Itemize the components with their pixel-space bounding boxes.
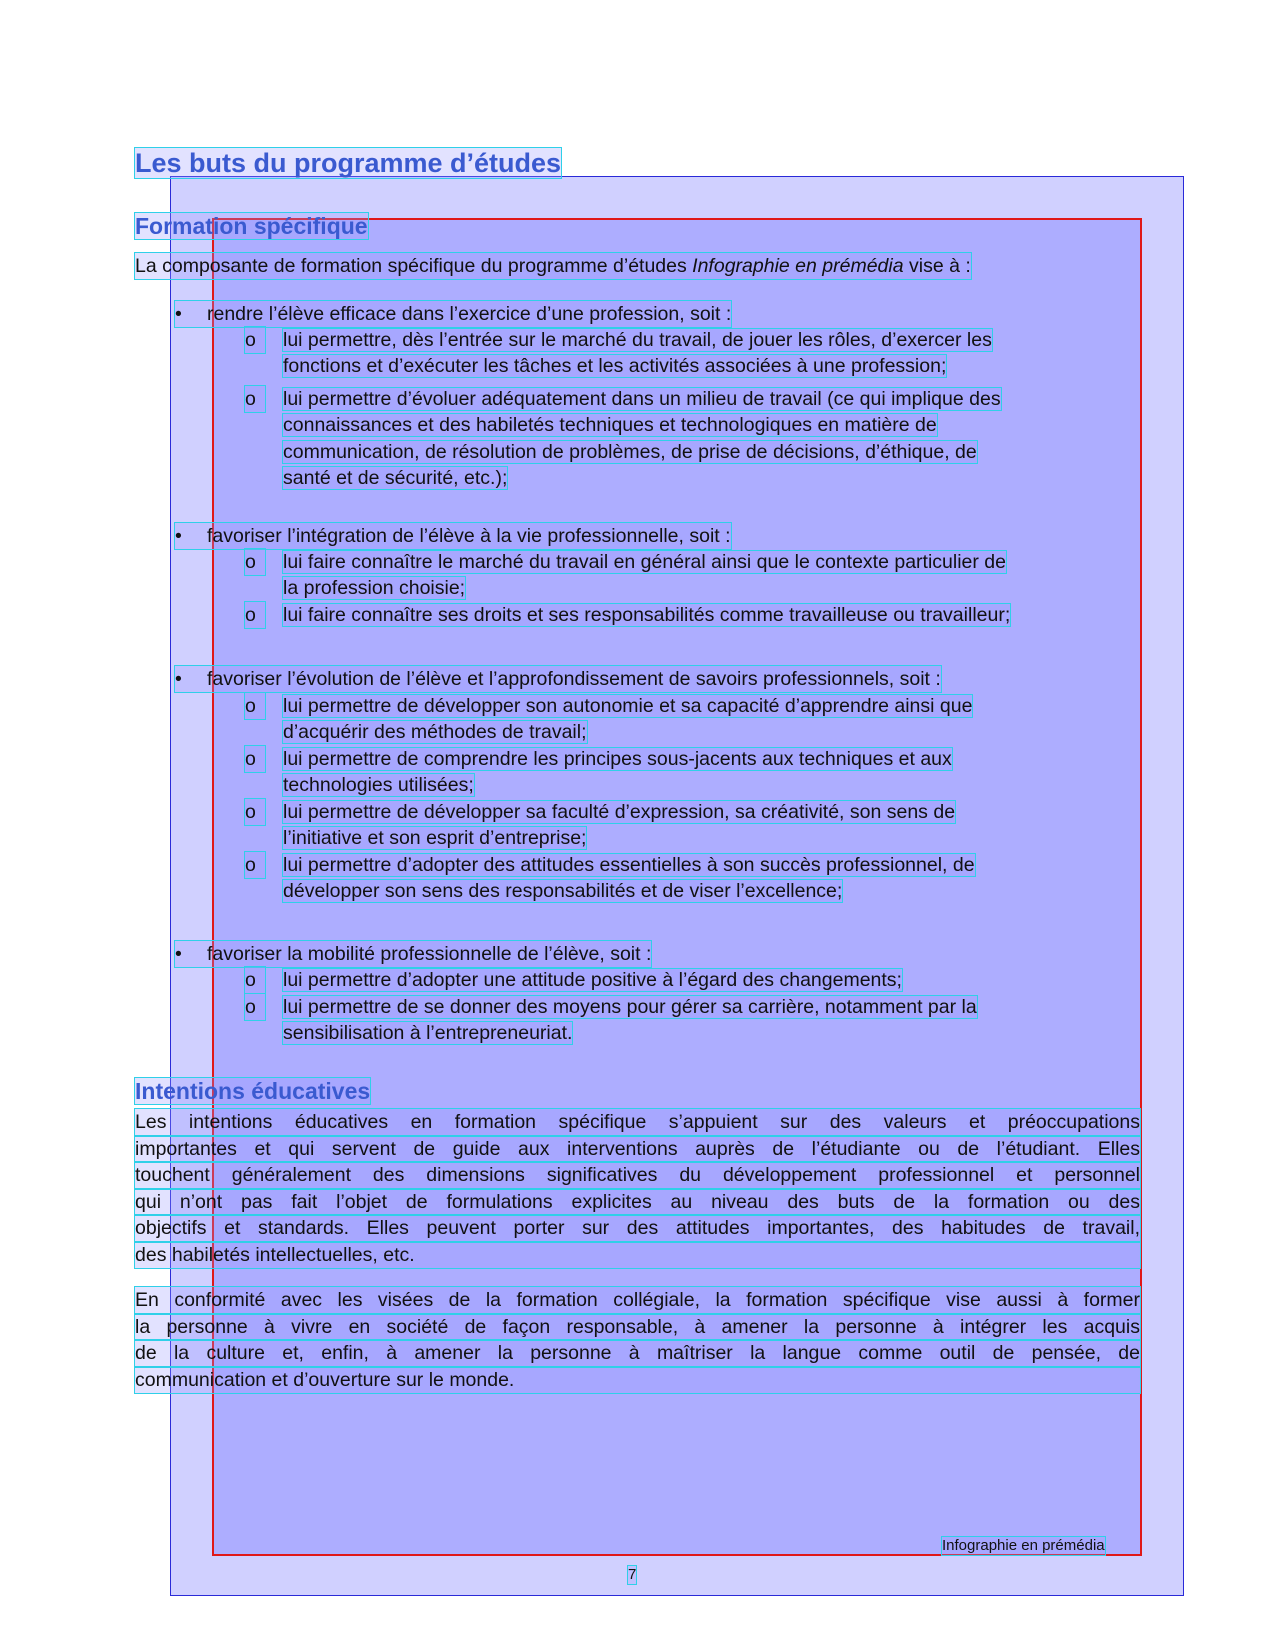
goal-sub-text: [283, 746, 1135, 799]
goal-bullet-label: favoriser l’intégration de l’élève à la vie professionnelle, soit :: [207, 525, 731, 547]
goal-sub-line: lui permettre, dès l’entrée sur le marché du travail, de jouer les rôles, d’exercer les: [283, 329, 992, 351]
paragraph-line: communication et d’ouverture sur le monde.: [135, 1367, 1140, 1394]
goal-sub-item: [245, 799, 1135, 852]
intro-text-after: vise à :: [903, 255, 971, 277]
goal-sub-text: [283, 994, 1135, 1047]
paragraph-line: Les intentions éducatives en formation spécifique s’appuient sur des valeurs et préoccupations: [135, 1109, 1140, 1136]
intro-text-before: La composante de formation spécifique du programme d’études: [135, 255, 693, 277]
paragraph-line: En conformité avec les visées de la formation collégiale, la formation spécifique vise aussi à former: [135, 1287, 1140, 1314]
goal-sub-line: lui faire connaître le marché du travail en général ainsi que le contexte particulier de: [283, 551, 1006, 573]
intentions-paragraph-1: [135, 1109, 1140, 1268]
goal-sub-line: d’acquérir des méthodes de travail;: [283, 721, 587, 744]
footer-program-label: Infographie en prémédia: [942, 1537, 1105, 1554]
goal-sub-item: [245, 967, 1135, 993]
goal-bullet-label: favoriser la mobilité professionnelle de l’élève, soit :: [207, 943, 652, 965]
sub-bullet-marker: o: [245, 327, 265, 353]
goal-sub-line: fonctions et d’exécuter les tâches et les activités associées à une profession;: [283, 355, 947, 378]
goal-sub-line: lui permettre de développer sa faculté d’expression, sa créativité, son sens de: [283, 801, 956, 823]
bullet-marker: •: [175, 943, 182, 965]
sub-bullet-marker: o: [245, 386, 265, 412]
goal-sub-line: lui permettre de développer son autonomie et sa capacité d’apprendre ainsi que: [283, 695, 973, 717]
paragraph-line: la personne à vivre en société de façon responsable, à amener la personne à intégrer les acquis: [135, 1314, 1140, 1341]
goal-sub-line: lui faire connaître ses droits et ses responsabilités comme travailleuse ou travailleur;: [283, 604, 1011, 626]
goal-sub-line: développer son sens des responsabilités et de viser l’excellence;: [283, 880, 843, 903]
goal-sub-text: [283, 852, 1135, 905]
goal-sub-item: [245, 693, 1135, 746]
goal-sub-line: l’initiative et son esprit d’entreprise;: [283, 827, 587, 850]
goal-sub-text: [283, 602, 1135, 628]
section-heading-formation: Formation spécifique: [135, 213, 368, 239]
goal-sub-text: [283, 386, 1135, 491]
paragraph-line: importantes et qui servent de guide aux interventions auprès de l’étudiante ou de l’étudiant. Elles: [135, 1136, 1140, 1163]
paragraph-line: objectifs et standards. Elles peuvent porter sur des attitudes importantes, des habitudes de travail,: [135, 1215, 1140, 1242]
page-number: 7: [628, 1566, 637, 1583]
intro-program-name: Infographie en prémédia: [692, 255, 904, 277]
goal-bullet-item: [175, 523, 731, 549]
goal-sub-line: lui permettre de se donner des moyens pour gérer sa carrière, notamment par la: [283, 996, 977, 1018]
goal-sub-text: [283, 327, 1135, 380]
page-title: Les buts du programme d’études: [135, 148, 562, 178]
goal-sub-line: connaissances et des habiletés techniques et technologiques en matière de: [283, 414, 937, 437]
goal-sub-item: [245, 327, 1135, 380]
sub-bullet-marker: o: [245, 549, 265, 575]
goal-bullet-label: rendre l’élève efficace dans l’exercice d’une profession, soit :: [207, 303, 732, 325]
goal-sub-line: la profession choisie;: [283, 577, 466, 600]
goal-sub-line: lui permettre d’adopter une attitude positive à l’égard des changements;: [283, 969, 902, 991]
goal-sub-line: lui permettre d’évoluer adéquatement dans un milieu de travail (ce qui implique des: [283, 388, 1001, 410]
goal-sub-line: sensibilisation à l’entrepreneuriat.: [283, 1022, 573, 1045]
bullet-marker: •: [175, 525, 182, 547]
bullet-marker: •: [175, 303, 182, 325]
goal-bullet-label: favoriser l’évolution de l’élève et l’approfondissement de savoirs professionnels, soit :: [207, 668, 941, 690]
goal-sub-item: [245, 386, 1135, 491]
goal-sub-line: technologies utilisées;: [283, 774, 474, 797]
sub-bullet-marker: o: [245, 994, 265, 1020]
goal-sub-item: [245, 549, 1135, 602]
goal-sub-line: santé et de sécurité, etc.);: [283, 466, 508, 489]
paragraph-line: de la culture et, enfin, à amener la personne à maîtriser la langue comme outil de pensée, de: [135, 1340, 1140, 1367]
goal-sub-item: [245, 994, 1135, 1047]
paragraph-line: touchent généralement des dimensions significatives du développement professionnel et personnel: [135, 1162, 1140, 1189]
paragraph-line: qui n’ont pas fait l’objet de formulations explicites au niveau des buts de la formation ou des: [135, 1189, 1140, 1216]
intentions-paragraph-2: [135, 1287, 1140, 1393]
goal-sub-text: [283, 967, 1135, 993]
sub-bullet-marker: o: [245, 967, 265, 993]
sub-bullet-marker: o: [245, 746, 265, 772]
goal-bullet-item: [175, 301, 731, 327]
goal-sub-text: [283, 799, 1135, 852]
goal-sub-text: [283, 549, 1135, 602]
sub-bullet-marker: o: [245, 799, 265, 825]
section-heading-intentions: Intentions éducatives: [135, 1078, 371, 1104]
goal-sub-text: [283, 693, 1135, 746]
goal-sub-line: lui permettre d’adopter des attitudes essentielles à son succès professionnel, de: [283, 854, 975, 876]
paragraph-line: des habiletés intellectuelles, etc.: [135, 1242, 1140, 1269]
goal-sub-line: lui permettre de comprendre les principes sous-jacents aux techniques et aux: [283, 748, 952, 770]
formation-intro: [135, 253, 971, 279]
goal-bullet-item: [175, 941, 651, 967]
goal-sub-line: communication, de résolution de problèmes, de prise de décisions, d’éthique, de: [283, 440, 977, 463]
sub-bullet-marker: o: [245, 852, 265, 878]
goal-sub-item: [245, 602, 1135, 628]
sub-bullet-marker: o: [245, 602, 265, 628]
goal-bullet-item: [175, 666, 941, 692]
sub-bullet-marker: o: [245, 693, 265, 719]
bullet-marker: •: [175, 668, 182, 690]
goal-sub-item: [245, 746, 1135, 799]
goal-sub-item: [245, 852, 1135, 905]
